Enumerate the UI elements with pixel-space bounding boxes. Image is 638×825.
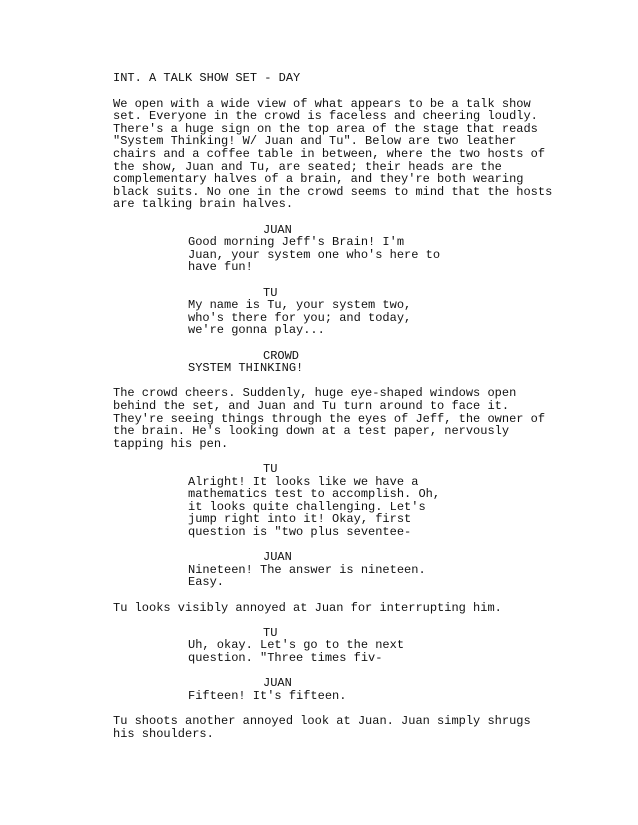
action-line: The crowd cheers. Suddenly, huge eye-shaped windows open xyxy=(113,386,517,401)
dialogue-line: SYSTEM THINKING! xyxy=(188,361,304,376)
action-line: Tu shoots another annoyed look at Juan. Juan simply shrugs xyxy=(113,713,531,728)
dialogue-line: who's there for you; and today, xyxy=(188,310,412,325)
character-cue: TU xyxy=(263,285,278,300)
action-line: They're seeing things through the eyes of Jeff, the owner of xyxy=(113,411,546,426)
dialogue-line: Alright! It looks like we have a xyxy=(188,474,419,489)
character-cue: CROWD xyxy=(263,348,300,363)
dialogue-line: we're gonna play... xyxy=(188,323,325,338)
dialogue-line: it looks quite challenging. Let's xyxy=(188,499,426,514)
action-line: We open with a wide view of what appears to be a talk show xyxy=(113,96,531,111)
action-line: behind the set, and Juan and Tu turn around to face it. xyxy=(113,398,510,413)
action-line: complementary halves of a brain, and they're both wearing xyxy=(113,172,524,187)
action-line: "System Thinking! W/ Juan and Tu". Below are two leather xyxy=(113,134,517,149)
scene-heading: INT. A TALK SHOW SET - DAY xyxy=(113,71,301,85)
character-cue: JUAN xyxy=(263,222,292,237)
dialogue-line: have fun! xyxy=(188,260,253,275)
dialogue-line: Juan, your system one who's here to xyxy=(188,247,441,262)
dialogue-line: Easy. xyxy=(188,575,225,590)
character-cue: TU xyxy=(263,461,278,476)
action-line: tapping his pen. xyxy=(113,436,229,451)
action-line: chairs and a coffee table in between, where the two hosts of xyxy=(113,146,546,161)
dialogue-line: Uh, okay. Let's go to the next xyxy=(188,638,405,653)
dialogue-line: question. "Three times fiv- xyxy=(188,650,383,665)
action-line: There's a huge sign on the top area of the stage that reads xyxy=(113,121,538,136)
dialogue-line: question is "two plus seventee- xyxy=(188,524,412,539)
dialogue-line: Nineteen! The answer is nineteen. xyxy=(188,562,426,577)
dialogue-line: Good morning Jeff's Brain! I'm xyxy=(188,235,405,250)
character-cue: TU xyxy=(263,625,278,640)
action-line: set. Everyone in the crowd is faceless and cheering loudly. xyxy=(113,109,538,124)
character-cue: JUAN xyxy=(263,676,292,691)
dialogue-line: Fifteen! It's fifteen. xyxy=(188,688,347,703)
action-line: the brain. He's looking down at a test paper, nervously xyxy=(113,424,510,439)
action-line: the show, Juan and Tu, are seated; their heads are the xyxy=(113,159,502,174)
action-line: black suits. No one in the crowd seems to mind that the hosts xyxy=(113,184,553,199)
action-line: are talking brain halves. xyxy=(113,197,294,212)
action-line: his shoulders. xyxy=(113,726,214,741)
dialogue-line: mathematics test to accomplish. Oh, xyxy=(188,487,441,502)
character-cue: JUAN xyxy=(263,550,292,565)
action-line: Tu looks visibly annoyed at Juan for interrupting him. xyxy=(113,600,502,615)
dialogue-line: jump right into it! Okay, first xyxy=(188,512,412,527)
dialogue-line: My name is Tu, your system two, xyxy=(188,298,412,313)
